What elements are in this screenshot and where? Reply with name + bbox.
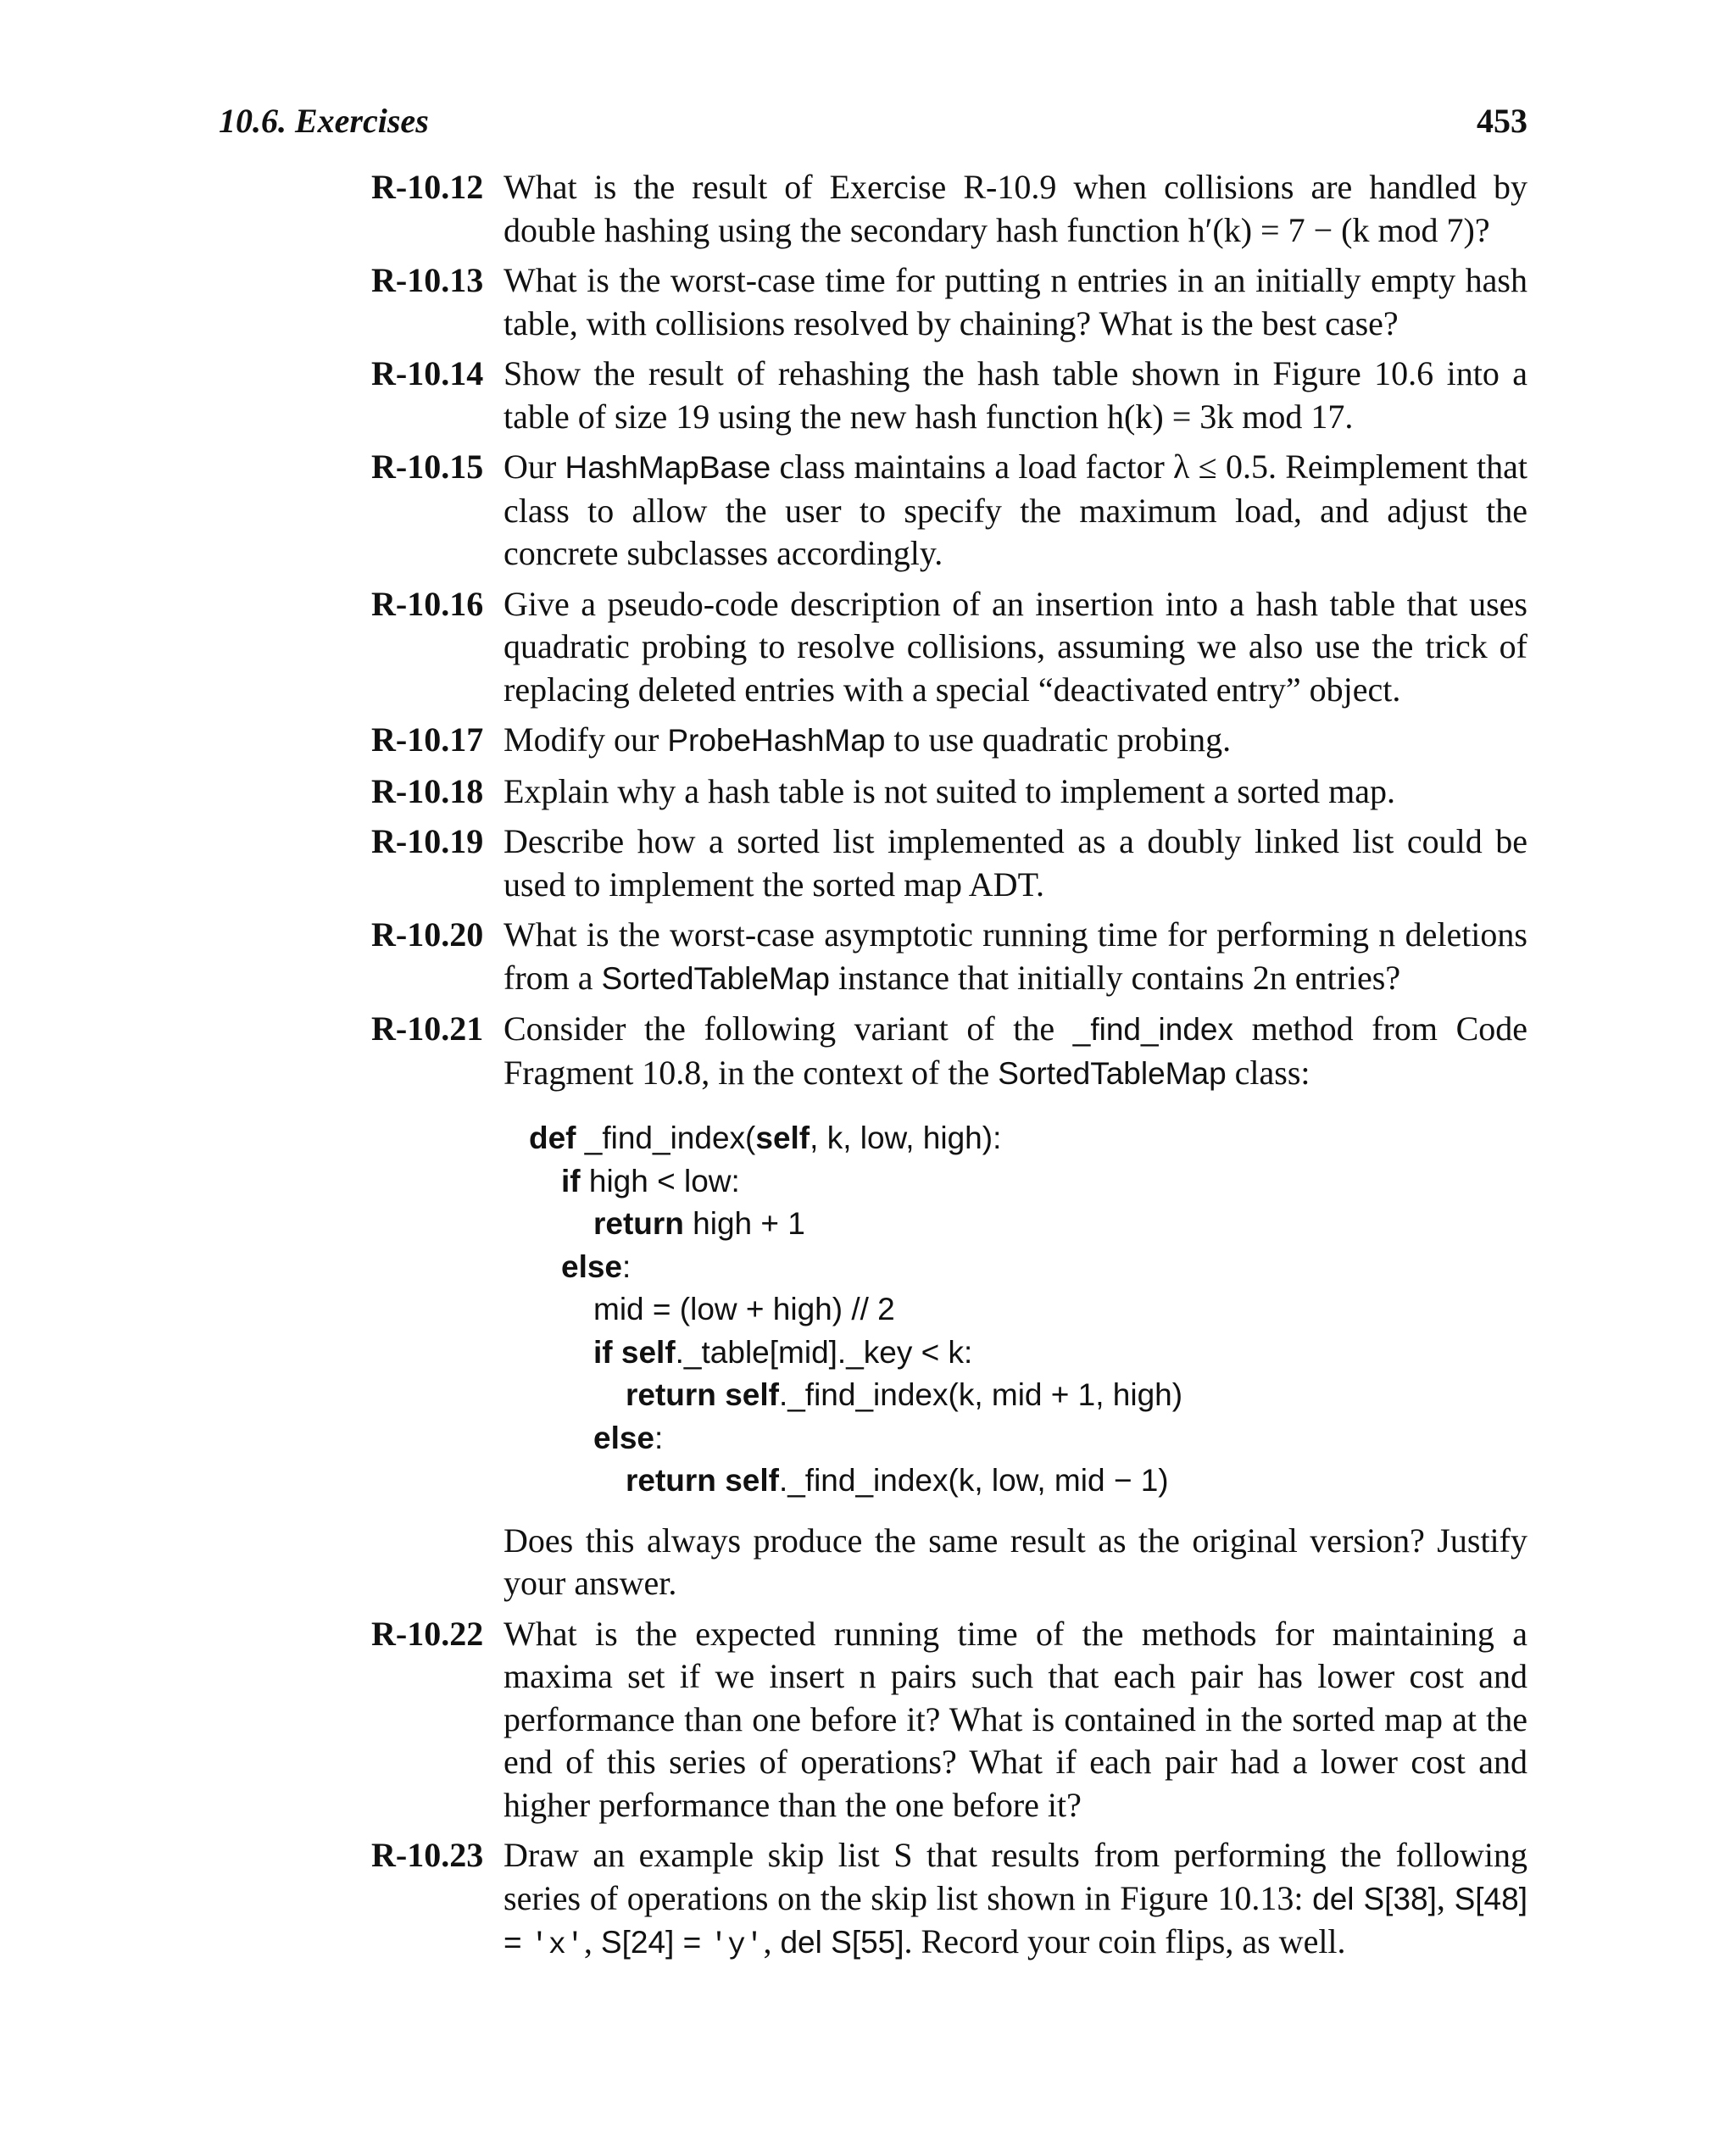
- exercise-text: What is the expected running time of the methods for maintaining a maxima set if we insert n pairs such that each pair has lower cost and performance than one before it? What is contained in the sorted map at the end of this series of operations? What if each pair had a lower cost and higher performance than the one before it?: [504, 1614, 1527, 1824]
- class-name: ProbeHashMap: [667, 723, 886, 758]
- exercise-list: [371, 166, 1527, 1975]
- code-text: high < low:: [580, 1163, 740, 1198]
- code-string: 'x': [530, 1928, 584, 1962]
- code-line: [529, 1203, 1527, 1246]
- code-expression: S[48] =: [504, 1881, 1527, 1960]
- code-text: high + 1: [683, 1206, 805, 1241]
- text-segment: Draw an example skip list S that results from performing the following series of operations on the skip list shown in Figure 10.13:: [504, 1836, 1527, 1917]
- class-name: HashMapBase: [565, 450, 771, 485]
- text-segment: to use quadratic probing.: [885, 720, 1232, 759]
- exercise-r-10-12: [371, 166, 1527, 252]
- code-keyword: return: [626, 1377, 716, 1412]
- exercise-text: [504, 446, 1527, 576]
- code-line: [529, 1332, 1527, 1375]
- text-segment: class:: [1226, 1053, 1310, 1092]
- exercise-text: [504, 1008, 1527, 1095]
- exercise-followup-text: Does this always produce the same result as the original version? Justify your answer.: [504, 1521, 1527, 1602]
- code-text: :: [622, 1248, 632, 1284]
- exercise-r-10-18: [371, 770, 1527, 814]
- text-segment: Consider the following variant of the: [504, 1009, 1073, 1048]
- exercise-label: R-10.15: [371, 448, 484, 486]
- exercise-label: R-10.12: [371, 168, 484, 206]
- code-expression: del S[38]: [1312, 1881, 1437, 1916]
- exercise-text: What is the worst-case time for putting n entries in an initially empty hash table, with collisions resolved by chaining? What is the best case?: [504, 261, 1527, 342]
- code-line: [529, 1417, 1527, 1460]
- code-keyword: else: [561, 1248, 623, 1284]
- code-text: ._table[mid]._key < k:: [675, 1334, 973, 1370]
- exercise-label: R-10.17: [371, 720, 484, 759]
- exercise-text: [504, 1834, 1527, 1967]
- code-line: [529, 1460, 1527, 1503]
- method-name: _find_index: [1072, 1012, 1234, 1047]
- code-string: 'y': [709, 1928, 764, 1962]
- text-segment: ,: [1436, 1878, 1455, 1917]
- exercise-label: R-10.23: [371, 1836, 484, 1874]
- exercise-text: Give a pseudo-code description of an insertion into a hash table that uses quadratic probing to resolve collisions, assuming we also use the trick of replacing deleted entries with a special “deactivated entry” object.: [504, 584, 1527, 709]
- exercise-label: R-10.18: [371, 771, 484, 810]
- exercise-label: R-10.20: [371, 915, 484, 954]
- text-segment: instance that initially contains 2n entries?: [829, 958, 1401, 997]
- exercise-text: What is the result of Exercise R-10.9 when collisions are handled by double hashing using the secondary hash function h′(k) = 7 − (k mod 7)?: [504, 168, 1527, 249]
- code-text: ._find_index(k, mid + 1, high): [778, 1377, 1183, 1412]
- exercise-r-10-19: [371, 820, 1527, 906]
- code-text: _find_index(: [576, 1121, 756, 1155]
- code-text: [716, 1377, 725, 1412]
- code-text: [716, 1463, 725, 1498]
- exercise-text: Describe how a sorted list implemented as a doubly linked list could be used to implement the sorted map ADT.: [504, 822, 1527, 904]
- code-keyword: return: [593, 1206, 684, 1241]
- code-text: ._find_index(k, low, mid − 1): [778, 1463, 1169, 1498]
- text-segment: Modify our: [504, 720, 668, 759]
- exercise-r-10-20: [371, 914, 1527, 1000]
- text-segment: . Record your coin flips, as well.: [904, 1922, 1346, 1960]
- exercise-label: R-10.19: [371, 822, 484, 860]
- exercise-label: R-10.14: [371, 354, 484, 392]
- code-line: [529, 1374, 1527, 1417]
- text-segment: What is the worst-case asymptotic running time for performing n deletions from a: [504, 915, 1527, 997]
- class-name: SortedTableMap: [601, 960, 830, 996]
- exercise-r-10-23: [371, 1834, 1527, 1967]
- exercise-r-10-22: [371, 1613, 1527, 1827]
- code-line: [529, 1117, 1527, 1160]
- exercise-label: R-10.21: [371, 1009, 484, 1048]
- text-segment: ,: [763, 1922, 781, 1960]
- code-expression: del S[55]: [780, 1925, 904, 1960]
- exercise-label: R-10.22: [371, 1614, 484, 1653]
- exercise-label: R-10.16: [371, 584, 484, 623]
- code-text: mid = (low + high) // 2: [593, 1292, 895, 1326]
- text-segment: ,: [583, 1922, 601, 1960]
- code-keyword: if: [561, 1163, 581, 1198]
- code-expression: S[24] =: [600, 1925, 710, 1960]
- text-segment: Our: [504, 448, 565, 486]
- exercise-r-10-16: [371, 583, 1527, 712]
- code-keyword: if: [593, 1334, 613, 1370]
- exercise-r-10-21: [371, 1008, 1527, 1605]
- page-header: [219, 100, 1527, 142]
- code-text: [613, 1335, 621, 1370]
- exercise-r-10-17: [371, 719, 1527, 763]
- text-segment: class maintains a load factor λ ≤ 0.5. Reimplement that class to allow the user to specify the maximum load, and adjust the concrete subclasses accordingly.: [504, 448, 1527, 572]
- exercise-text: Show the result of rehashing the hash table shown in Figure 10.6 into a table of size 19 using the new hash function h(k) = 3k mod 17.: [504, 354, 1527, 436]
- section-title: 10.6. Exercises: [219, 102, 429, 140]
- page-number: 453: [1477, 102, 1527, 140]
- code-keyword: else: [593, 1420, 655, 1455]
- code-line: [529, 1288, 1527, 1332]
- code-keyword: self: [725, 1463, 779, 1498]
- text-segment: method from Code Fragment 10.8, in the context of the: [504, 1009, 1528, 1092]
- exercise-r-10-13: [371, 259, 1527, 345]
- code-line: [529, 1160, 1527, 1204]
- exercise-text: [504, 914, 1527, 1000]
- code-keyword: self: [725, 1377, 779, 1412]
- exercise-label: R-10.13: [371, 261, 484, 299]
- code-keyword: self: [620, 1334, 676, 1370]
- exercise-text: Explain why a hash table is not suited to implement a sorted map.: [504, 771, 1396, 810]
- code-text: , k, low, high):: [810, 1121, 1002, 1155]
- code-keyword: return: [626, 1463, 716, 1498]
- class-name: SortedTableMap: [998, 1055, 1227, 1091]
- exercise-r-10-14: [371, 353, 1527, 438]
- exercise-r-10-15: [371, 446, 1527, 576]
- code-keyword: self: [755, 1121, 810, 1155]
- code-fragment: [529, 1117, 1527, 1503]
- code-keyword: def: [529, 1121, 576, 1155]
- code-line: [529, 1246, 1527, 1289]
- exercise-text: [504, 719, 1527, 763]
- code-text: :: [654, 1420, 664, 1455]
